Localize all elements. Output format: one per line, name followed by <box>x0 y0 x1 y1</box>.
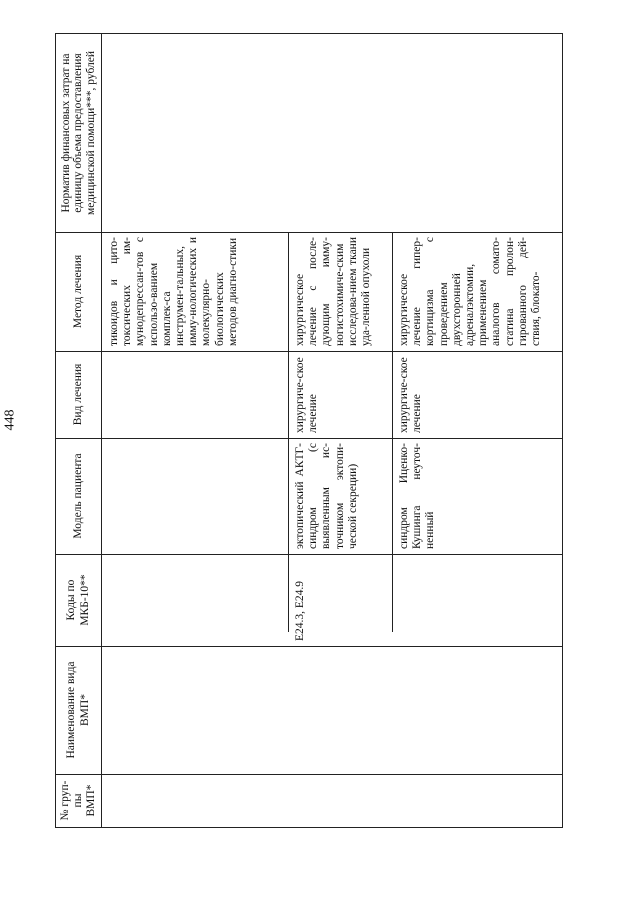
header-codes: Коды по МКБ-10** <box>65 574 91 626</box>
row1-method: тикоидов и цито-токсических им-мунодепрессан-тов с использо-ванием комплек-са инструмен-тальных, имму-нологических и молекулярно-биологических методов диагно-стики <box>108 237 239 346</box>
header-kind: Вид лечения <box>71 363 84 426</box>
col-divider-group-name <box>56 774 562 775</box>
row2-kind: хирургиче-ское лечение <box>294 357 320 433</box>
header-group: № груп-пы ВМП* <box>58 780 98 821</box>
row3-model: синдром Иценко-Кушинга неуточ-ненный <box>398 443 437 549</box>
row2-model: эктопический АКТГ-синдром (с выявленным ис-точником эктопи-ческой секреции) <box>294 443 359 549</box>
header-model: Модель пациента <box>71 453 84 539</box>
header-row-divider <box>101 34 102 827</box>
row2-codes: E24.3, E24.9 <box>294 580 306 641</box>
page-number <box>0 390 20 450</box>
page-number-text: 448 <box>2 409 17 431</box>
header-method: Метод лечения <box>71 254 84 329</box>
header-norm: Норматив финансовых затрат на единицу объема предоставления медицинской помощи***, рублей <box>59 50 97 216</box>
header-name: Наименование вида ВМП* <box>65 661 91 759</box>
treatment-table <box>55 33 563 828</box>
col-divider-name-codes <box>56 646 562 647</box>
row2-method: хирургическое лечение с после-дующим имму-ногистохимиче-ским исследова-нием ткани уда-ленной опухоли <box>294 237 373 346</box>
row3-kind: хирургиче-ское лечение <box>398 357 424 433</box>
row3-method: хирургическое лечение гипер-кортицизма с проведением двухсторонней адреналэктомии, применением аналогов сомато-статина пролон-гированного дей-ствия, блокато- <box>398 237 543 346</box>
